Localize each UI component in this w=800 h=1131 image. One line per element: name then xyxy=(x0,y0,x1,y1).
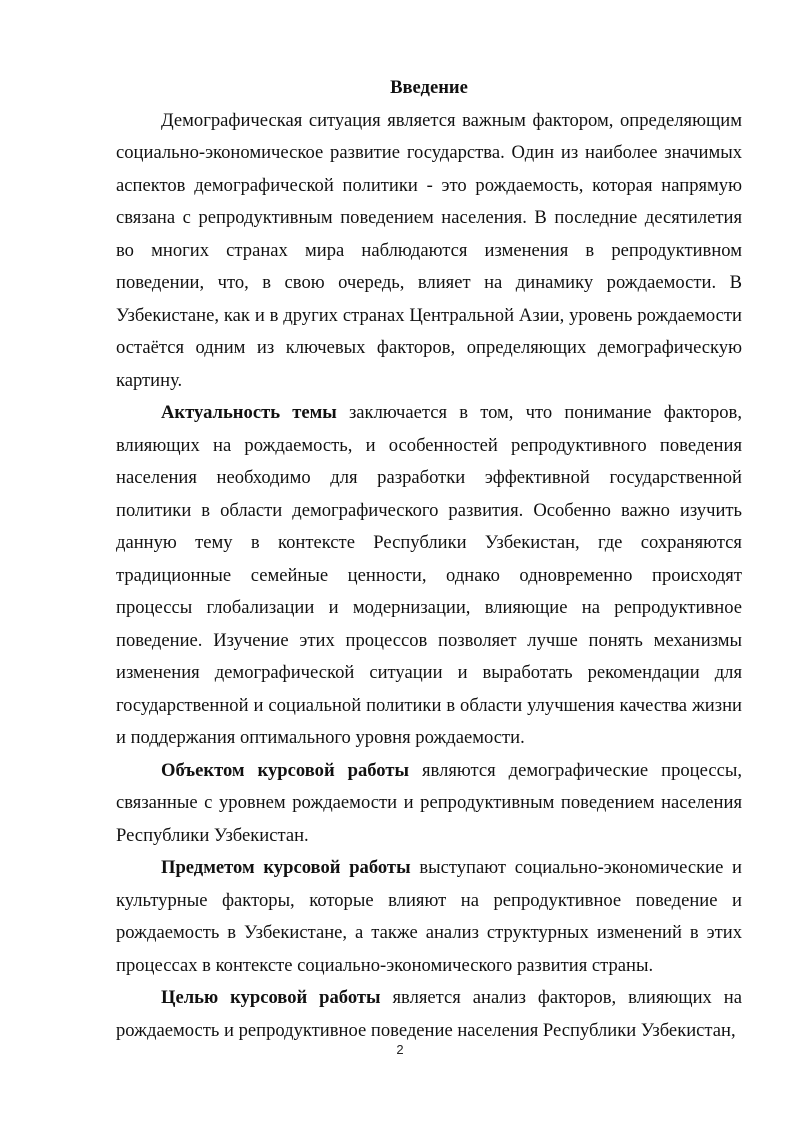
paragraph-text: Демографическая ситуация является важным фактором, определяющим социально-экономическое развитие государства. Один из наиболее значимых аспектов демографической политики - это рождаемость, которая напрямую связана с репродуктивным поведением населения. В последние десятилетия во многих странах мира наблюдаются изменения в репродуктивном поведении, что, в свою очередь, влияет на динамику рождаемости. В Узбекистане, как и в других странах Центральной Азии, уровень рождаемости остаётся одним из ключевых факторов, определяющих демографическую картину. xyxy=(116,109,742,391)
paragraph-subject xyxy=(116,852,742,982)
paragraph-text: является анализ факторов, влияющих на рождаемость и репродуктивное поведение населения Республики Узбекистан, xyxy=(116,987,742,1041)
paragraph-lead: Предметом курсовой работы xyxy=(161,857,411,878)
section-title: Введение xyxy=(390,77,468,98)
paragraph-intro xyxy=(116,105,742,398)
paragraph-relevance xyxy=(116,397,742,755)
paragraph-lead: Объектом курсовой работы xyxy=(161,759,410,781)
paragraph-text: являются демографические процессы, связанные с уровнем рождаемости и репродуктивным поведением населения Республики Узбекистан. xyxy=(116,759,742,846)
page-number: 2 xyxy=(396,1042,404,1057)
paragraph-lead: Целью курсовой работы xyxy=(161,987,381,1008)
page-content xyxy=(116,72,742,1047)
paragraph-object xyxy=(116,755,742,853)
paragraph-goal xyxy=(116,982,742,1047)
paragraph-lead: Актуальность темы xyxy=(161,402,337,423)
paragraph-text: выступают социально-экономические и культурные факторы, которые влияют на репродуктивное поведение и рождаемость в Узбекистане, а также анализ структурных изменений в этих процессах в контексте социально-экономического развития страны. xyxy=(116,857,743,976)
paragraph-text: заключается в том, что понимание факторов, влияющих на рождаемость, и особенностей репродуктивного поведения населения необходимо для разработки эффективной государственной политики в области демографического развития. Особенно важно изучить данную тему в контексте Республики Узбекистан, где сохраняются традиционные семейные ценности, однако одновременно происходят процессы глобализации и модернизации, влияющие на репродуктивное поведение. Изучение этих процессов позволяет лучше понять механизмы изменения демографической ситуации и выработать рекомендации для государственной и социальной политики в области улучшения качества жизни и поддержания оптимального уровня рождаемости. xyxy=(116,402,742,748)
